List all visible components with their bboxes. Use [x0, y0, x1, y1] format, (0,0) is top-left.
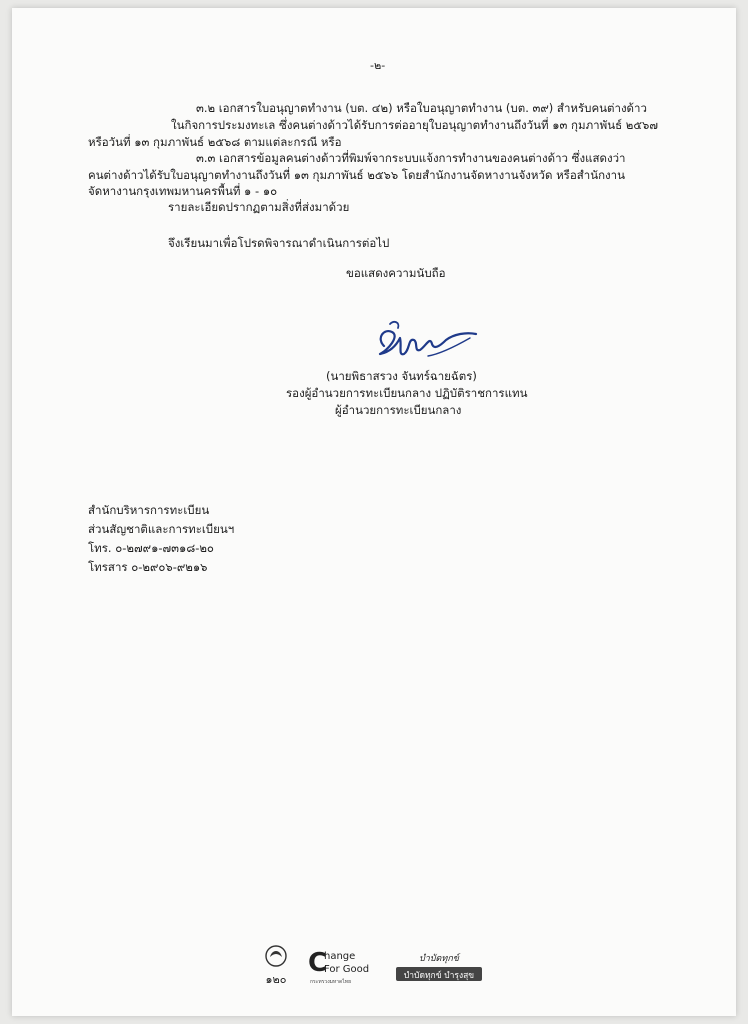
- change-sub: กระทรวงมหาดไทย: [310, 979, 352, 985]
- closing-sentence: จึงเรียนมาเพื่อโปรดพิจารณาดำเนินการต่อไป: [168, 236, 390, 250]
- details-note: รายละเอียดปรากฏตามสิ่งที่ส่งมาด้วย: [168, 200, 350, 214]
- change-letter: C: [308, 948, 328, 978]
- change-for-good-logo-icon: [306, 945, 388, 987]
- signer-title-2: ผู้อำนวยการทะเบียนกลาง: [335, 403, 462, 417]
- office-division: ส่วนสัญชาติและการทะเบียนฯ: [88, 522, 235, 536]
- anniversary-logo-icon: [254, 943, 298, 989]
- item-3-3-line-1: ๓.๓ เอกสารข้อมูลคนต่างด้าวที่พิมพ์จากระบบแจ้งการทำงานของคนต่างด้าว ซึ่งแสดงว่า: [196, 151, 626, 165]
- slogan-logo-icon: [394, 949, 484, 985]
- signer-title-1: รองผู้อำนวยการทะเบียนกลาง ปฏิบัติราชการแทน: [286, 386, 528, 400]
- item-3-2-line-1: ๓.๒ เอกสารใบอนุญาตทำงาน (บต. ๔๒) หรือใบอนุญาตทำงาน (บต. ๓๙) สำหรับคนต่างด้าว: [196, 101, 647, 115]
- office-fax: โทรสาร ๐-๒๙๐๖-๙๒๑๖: [88, 560, 208, 574]
- item-3-2-line-3: หรือวันที่ ๑๓ กุมภาพันธ์ ๒๕๖๘ ตามแต่ละกรณี หรือ: [88, 135, 342, 149]
- item-3-2-line-2: ในกิจการประมงทะเล ซึ่งคนต่างด้าวได้รับการต่ออายุใบอนุญาตทำงานถึงวันที่ ๑๓ กุมภาพันธ์ ๒๕๖๗: [171, 118, 658, 132]
- item-3-3-line-3: จัดหางานกรุงเทพมหานครพื้นที่ ๑ - ๑๐: [88, 184, 278, 198]
- anniversary-number: ๑๒๐: [265, 973, 287, 986]
- regards-line: ขอแสดงความนับถือ: [346, 266, 446, 280]
- change-line-2: For Good: [324, 964, 370, 975]
- signer-name: (นายพิธาสรวง จันทร์ฉายฉัตร): [326, 369, 477, 383]
- office-phone: โทร. ๐-๒๗๙๑-๗๓๑๘-๒๐: [88, 541, 214, 555]
- change-line-1: hange: [324, 951, 356, 962]
- office-name: สำนักบริหารการทะเบียน: [88, 503, 210, 517]
- slogan-bottom: บำบัดทุกข์ บำรุงสุข: [403, 971, 475, 981]
- slogan-top: บำบัดทุกข์: [419, 954, 459, 964]
- page-number: -๒-: [370, 59, 386, 72]
- document-page: [12, 8, 736, 1016]
- item-3-3-line-2: คนต่างด้าวได้รับใบอนุญาตทำงานถึงวันที่ ๑๓ กุมภาพันธ์ ๒๕๖๖ โดยสำนักงานจัดหางานจังหวัด หรือสำนักงาน: [88, 168, 625, 182]
- footer-logos: [254, 943, 484, 993]
- signature-image: [370, 316, 480, 366]
